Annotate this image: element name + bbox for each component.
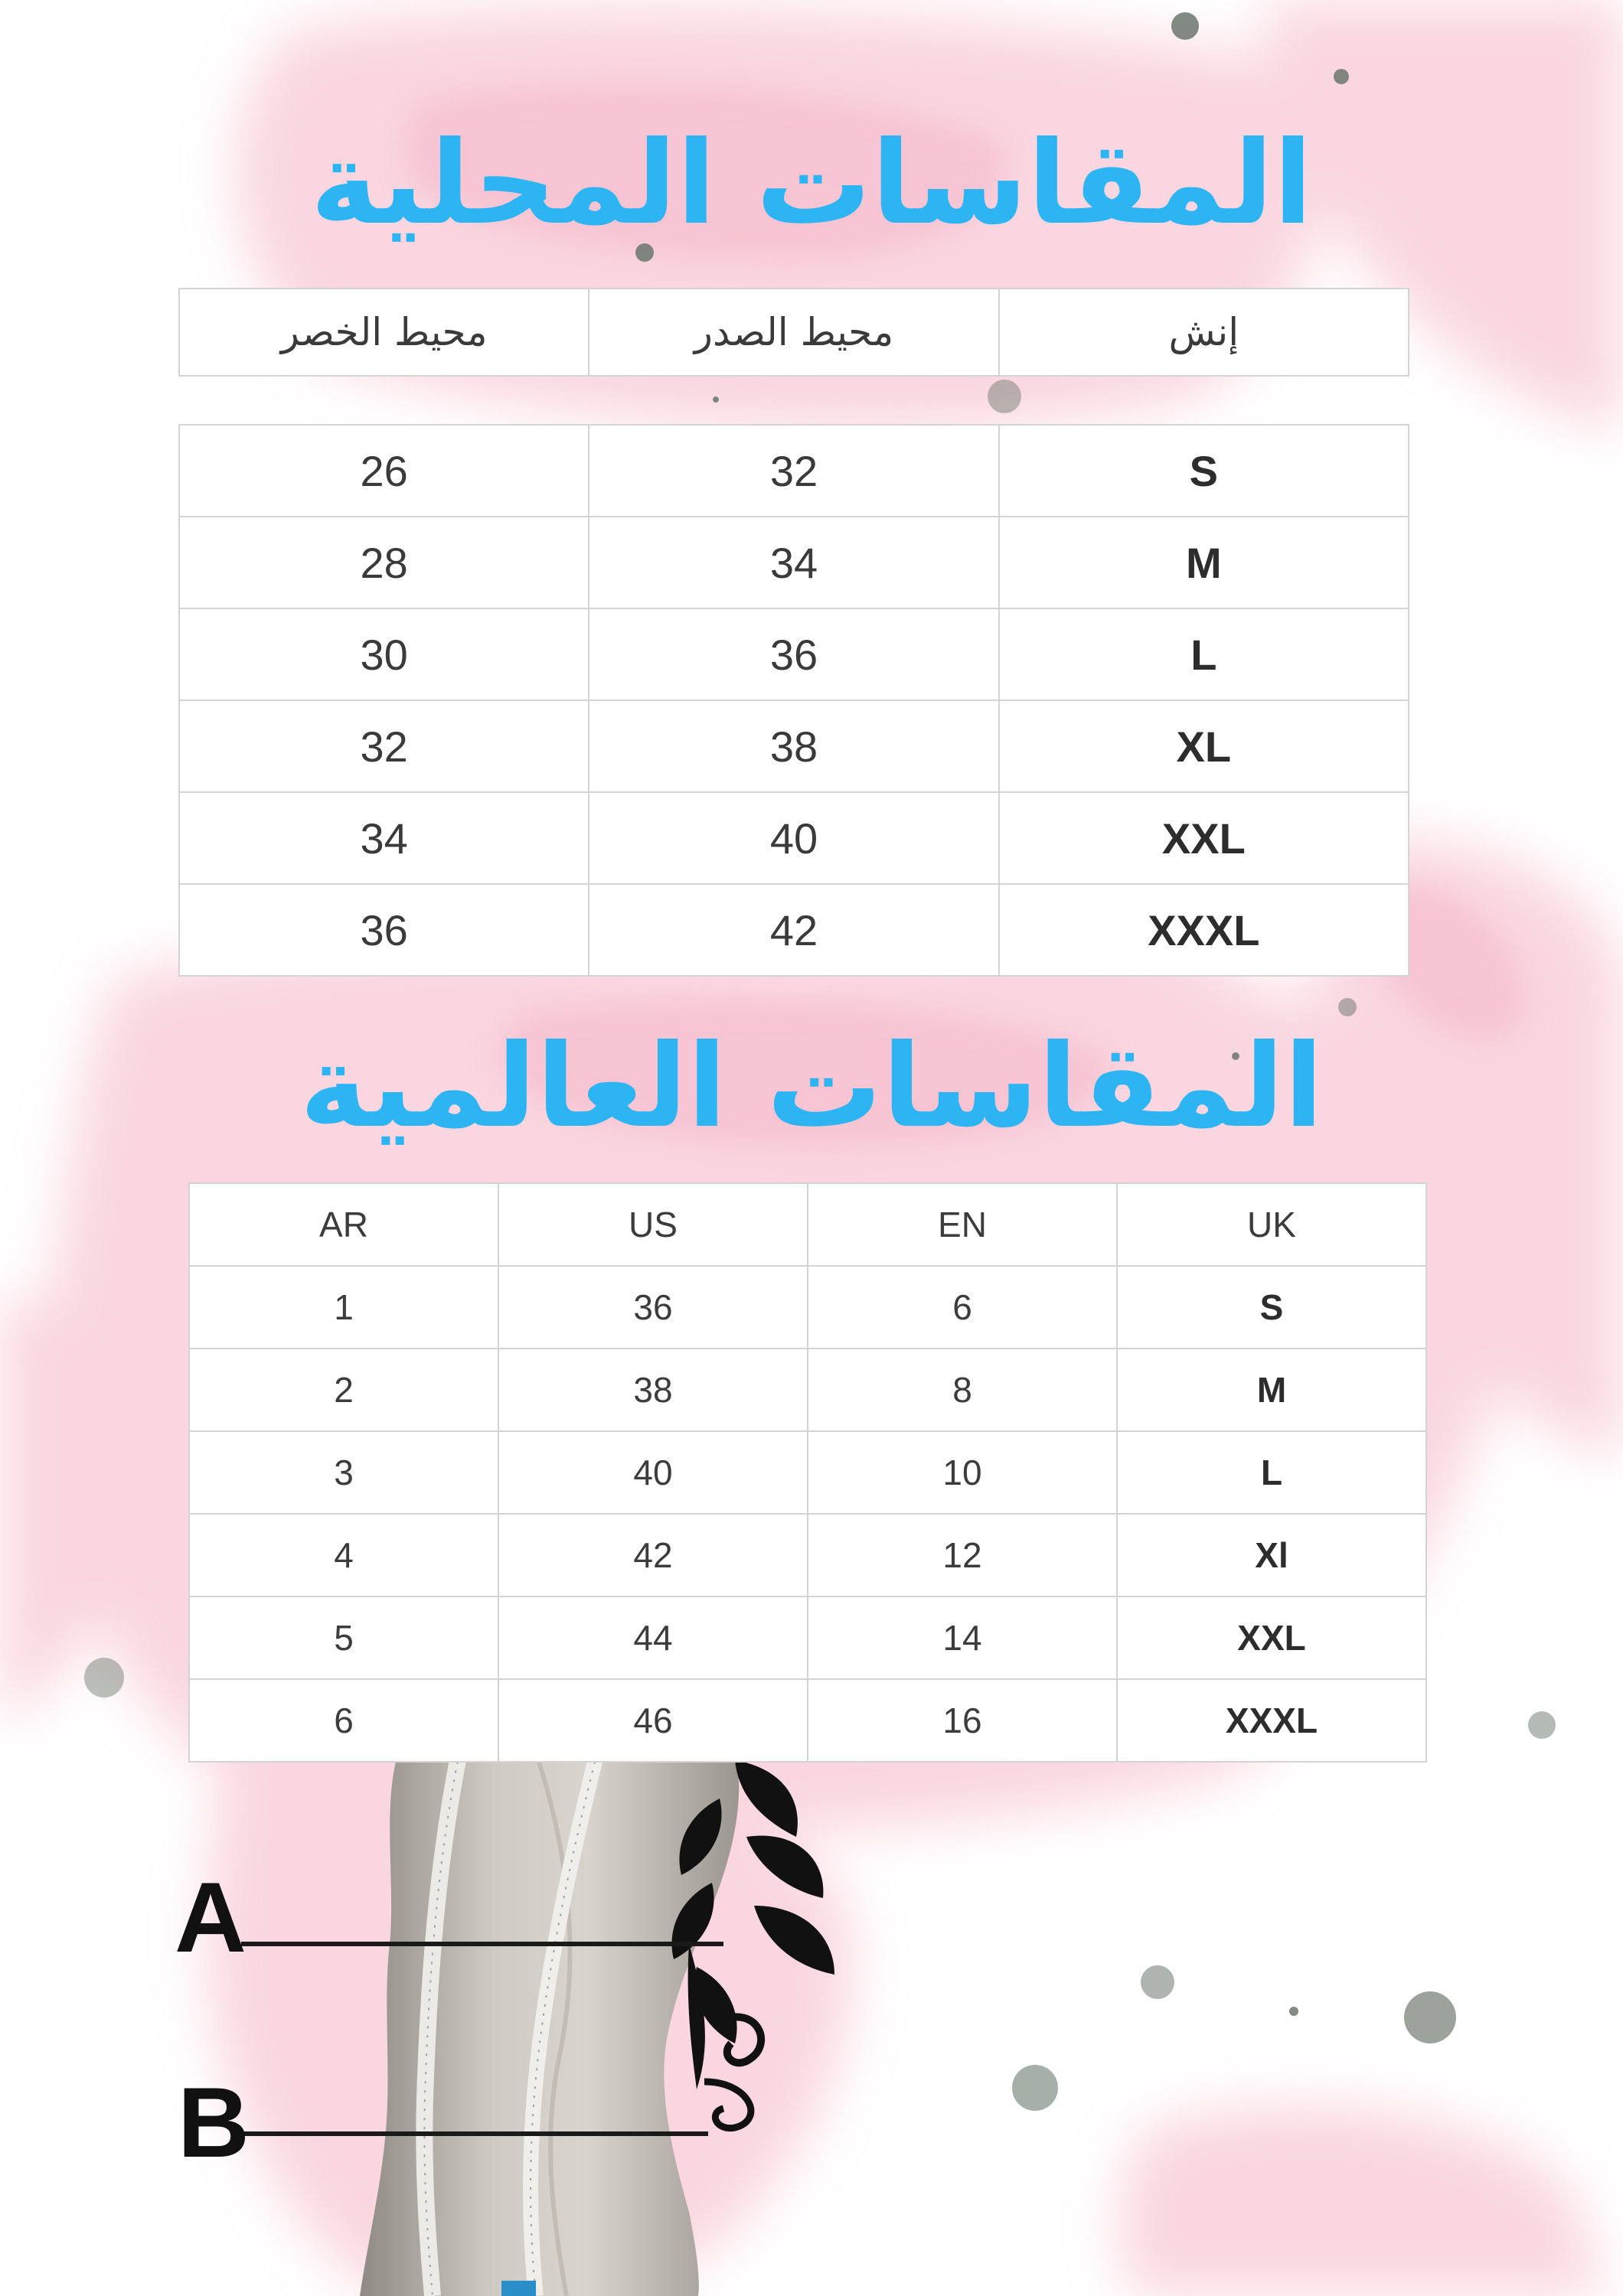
ar-value: 2 bbox=[189, 1349, 498, 1431]
ar-value: 5 bbox=[189, 1596, 498, 1679]
uk-size-label: XXXL bbox=[1117, 1679, 1426, 1762]
header-uk: UK bbox=[1117, 1183, 1426, 1266]
table-row bbox=[179, 884, 1409, 976]
table-row bbox=[189, 1431, 1426, 1514]
waist-value: 32 bbox=[179, 700, 589, 792]
uk-size-label: XXL bbox=[1117, 1596, 1426, 1679]
table-row bbox=[189, 1596, 1426, 1679]
international-sizes-title: المقاسات العالمية bbox=[299, 1020, 1324, 1153]
waist-value: 26 bbox=[179, 425, 589, 517]
uk-size-label: M bbox=[1117, 1349, 1426, 1431]
local-sizes-title: المقاسات المحلية bbox=[310, 117, 1313, 250]
table-row bbox=[189, 1679, 1426, 1762]
ar-value: 4 bbox=[189, 1514, 498, 1596]
en-value: 12 bbox=[808, 1514, 1117, 1596]
table-row bbox=[179, 792, 1409, 884]
table-header-row bbox=[179, 289, 1409, 376]
en-value: 14 bbox=[808, 1596, 1117, 1679]
us-value: 38 bbox=[498, 1349, 808, 1431]
header-us: US bbox=[498, 1183, 808, 1266]
table-row bbox=[189, 1266, 1426, 1349]
chest-value: 40 bbox=[589, 792, 998, 884]
header-ar: AR bbox=[189, 1183, 498, 1266]
waist-value: 30 bbox=[179, 608, 589, 700]
uk-size-label: L bbox=[1117, 1431, 1426, 1514]
waist-value: 34 bbox=[179, 792, 589, 884]
local-sizes-header-table bbox=[178, 288, 1409, 377]
size-label: XXL bbox=[999, 792, 1409, 884]
size-label: S bbox=[999, 425, 1409, 517]
us-value: 40 bbox=[498, 1431, 808, 1514]
international-sizes-table bbox=[188, 1182, 1427, 1763]
table-row bbox=[179, 700, 1409, 792]
ar-value: 3 bbox=[189, 1431, 498, 1514]
en-value: 8 bbox=[808, 1349, 1117, 1431]
chest-value: 38 bbox=[589, 700, 998, 792]
measure-mark-b: B bbox=[178, 2066, 250, 2178]
ar-value: 1 bbox=[189, 1266, 498, 1349]
en-value: 6 bbox=[808, 1266, 1117, 1349]
en-value: 16 bbox=[808, 1679, 1117, 1762]
chest-value: 36 bbox=[589, 608, 998, 700]
uk-size-label: S bbox=[1117, 1266, 1426, 1349]
size-label: XXXL bbox=[999, 884, 1409, 976]
chest-value: 34 bbox=[589, 517, 998, 608]
chest-value: 32 bbox=[589, 425, 998, 517]
uk-size-label: Xl bbox=[1117, 1514, 1426, 1596]
size-label: L bbox=[999, 608, 1409, 700]
waist-value: 36 bbox=[179, 884, 589, 976]
mannequin-measurement-illustration bbox=[0, 1753, 919, 2296]
header-chest: محيط الصدر bbox=[589, 289, 998, 376]
en-value: 10 bbox=[808, 1431, 1117, 1514]
us-value: 36 bbox=[498, 1266, 808, 1349]
measure-mark-a: A bbox=[175, 1861, 247, 1973]
ar-value: 6 bbox=[189, 1679, 498, 1762]
us-value: 46 bbox=[498, 1679, 808, 1762]
us-value: 42 bbox=[498, 1514, 808, 1596]
table-row bbox=[179, 425, 1409, 517]
table-row bbox=[189, 1349, 1426, 1431]
table-row bbox=[179, 517, 1409, 608]
header-en: EN bbox=[808, 1183, 1117, 1266]
us-value: 44 bbox=[498, 1596, 808, 1679]
table-row bbox=[179, 608, 1409, 700]
table-row bbox=[189, 1514, 1426, 1596]
size-label: XL bbox=[999, 700, 1409, 792]
local-sizes-table bbox=[178, 424, 1409, 977]
header-inch: إنش bbox=[999, 289, 1409, 376]
size-label: M bbox=[999, 517, 1409, 608]
chest-value: 42 bbox=[589, 884, 998, 976]
waist-value: 28 bbox=[179, 517, 589, 608]
header-waist: محيط الخصر bbox=[179, 289, 589, 376]
table-header-row bbox=[189, 1183, 1426, 1266]
